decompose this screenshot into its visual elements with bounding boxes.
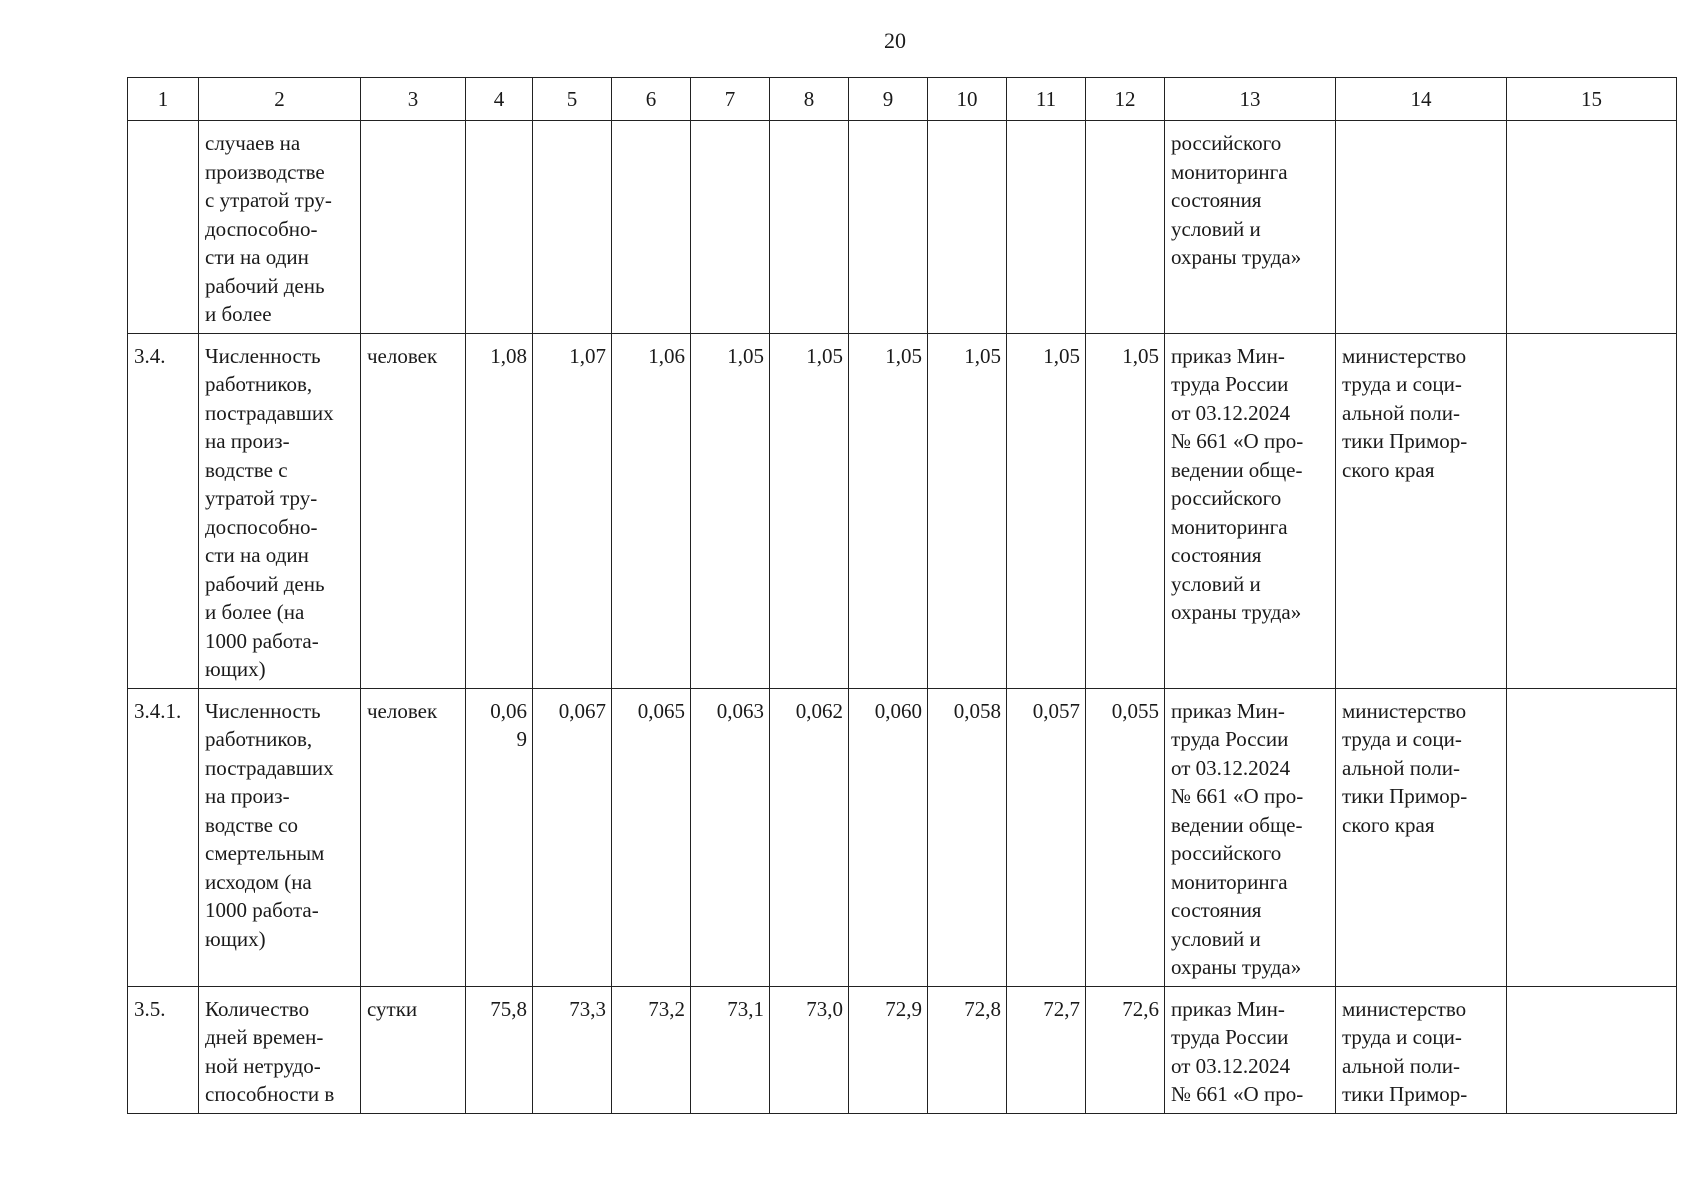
responsible-cell [1336, 121, 1507, 334]
unit-cell: сутки [361, 986, 466, 1113]
value-cell: 73,0 [770, 986, 849, 1113]
responsible-cell: министерство труда и соци- альной поли- тики Примор- ского края [1336, 333, 1507, 688]
note-cell [1507, 688, 1677, 986]
column-number-2: 2 [199, 78, 361, 121]
value-cell: 0,06 9 [466, 688, 533, 986]
column-number-10: 10 [928, 78, 1007, 121]
indicator-name-cell: Численность работников, пострадавших на произ- водстве с утратой тру- доспособно- сти на один рабочий день и более (на 1000 работа- ющих) [199, 333, 361, 688]
value-cell: 72,8 [928, 986, 1007, 1113]
unit-cell [361, 121, 466, 334]
column-number-11: 11 [1007, 78, 1086, 121]
indicator-name-cell: Численность работников, пострадавших на произ- водстве со смертельным исходом (на 1000 работа- ющих) [199, 688, 361, 986]
value-cell: 0,065 [612, 688, 691, 986]
value-cell: 75,8 [466, 986, 533, 1113]
value-cell: 0,055 [1086, 688, 1165, 986]
column-number-14: 14 [1336, 78, 1507, 121]
legal-basis-cell: приказ Мин- труда России от 03.12.2024 № 661 «О про- [1165, 986, 1336, 1113]
value-cell [1086, 121, 1165, 334]
value-cell: 0,063 [691, 688, 770, 986]
indicator-name-cell: случаев на производстве с утратой тру- доспособно- сти на один рабочий день и более [199, 121, 361, 334]
legal-basis-cell: приказ Мин- труда России от 03.12.2024 № 661 «О про- ведении обще- российского мониторинга состояния условий и охраны труда» [1165, 688, 1336, 986]
column-number-15: 15 [1507, 78, 1677, 121]
column-number-13: 13 [1165, 78, 1336, 121]
value-cell [612, 121, 691, 334]
indicator-code-cell: 3.5. [128, 986, 199, 1113]
value-cell: 1,07 [533, 333, 612, 688]
legal-basis-cell: приказ Мин- труда России от 03.12.2024 № 661 «О про- ведении обще- российского мониторинга состояния условий и охраны труда» [1165, 333, 1336, 688]
value-cell: 0,067 [533, 688, 612, 986]
value-cell: 72,7 [1007, 986, 1086, 1113]
indicator-name-cell: Количество дней времен- ной нетрудо- способности в [199, 986, 361, 1113]
value-cell [1007, 121, 1086, 334]
table-row [128, 333, 1677, 688]
value-cell: 73,3 [533, 986, 612, 1113]
column-number-row [128, 78, 1677, 121]
note-cell [1507, 121, 1677, 334]
table-row [128, 121, 1677, 334]
responsible-cell: министерство труда и соци- альной поли- тики Примор- [1336, 986, 1507, 1113]
column-number-1: 1 [128, 78, 199, 121]
value-cell: 1,05 [1086, 333, 1165, 688]
column-number-12: 12 [1086, 78, 1165, 121]
value-cell [691, 121, 770, 334]
value-cell [928, 121, 1007, 334]
value-cell: 0,058 [928, 688, 1007, 986]
value-cell: 72,6 [1086, 986, 1165, 1113]
column-number-8: 8 [770, 78, 849, 121]
note-cell [1507, 333, 1677, 688]
value-cell: 1,05 [849, 333, 928, 688]
value-cell [533, 121, 612, 334]
indicator-code-cell [128, 121, 199, 334]
value-cell: 1,05 [770, 333, 849, 688]
indicators-table [127, 77, 1677, 1114]
value-cell: 1,08 [466, 333, 533, 688]
table-row [128, 688, 1677, 986]
value-cell [849, 121, 928, 334]
responsible-cell: министерство труда и соци- альной поли- тики Примор- ского края [1336, 688, 1507, 986]
value-cell [770, 121, 849, 334]
unit-cell: человек [361, 333, 466, 688]
column-number-7: 7 [691, 78, 770, 121]
value-cell: 1,06 [612, 333, 691, 688]
column-number-6: 6 [612, 78, 691, 121]
value-cell: 73,1 [691, 986, 770, 1113]
page-number: 20 [884, 28, 906, 53]
table-row [128, 986, 1677, 1113]
value-cell: 0,060 [849, 688, 928, 986]
indicator-code-cell: 3.4.1. [128, 688, 199, 986]
value-cell: 73,2 [612, 986, 691, 1113]
note-cell [1507, 986, 1677, 1113]
indicator-code-cell: 3.4. [128, 333, 199, 688]
legal-basis-cell: российского мониторинга состояния условий и охраны труда» [1165, 121, 1336, 334]
unit-cell: человек [361, 688, 466, 986]
column-number-4: 4 [466, 78, 533, 121]
value-cell: 0,062 [770, 688, 849, 986]
column-number-5: 5 [533, 78, 612, 121]
value-cell: 1,05 [691, 333, 770, 688]
column-number-3: 3 [361, 78, 466, 121]
value-cell [466, 121, 533, 334]
value-cell: 0,057 [1007, 688, 1086, 986]
column-number-9: 9 [849, 78, 928, 121]
value-cell: 1,05 [1007, 333, 1086, 688]
value-cell: 1,05 [928, 333, 1007, 688]
value-cell: 72,9 [849, 986, 928, 1113]
